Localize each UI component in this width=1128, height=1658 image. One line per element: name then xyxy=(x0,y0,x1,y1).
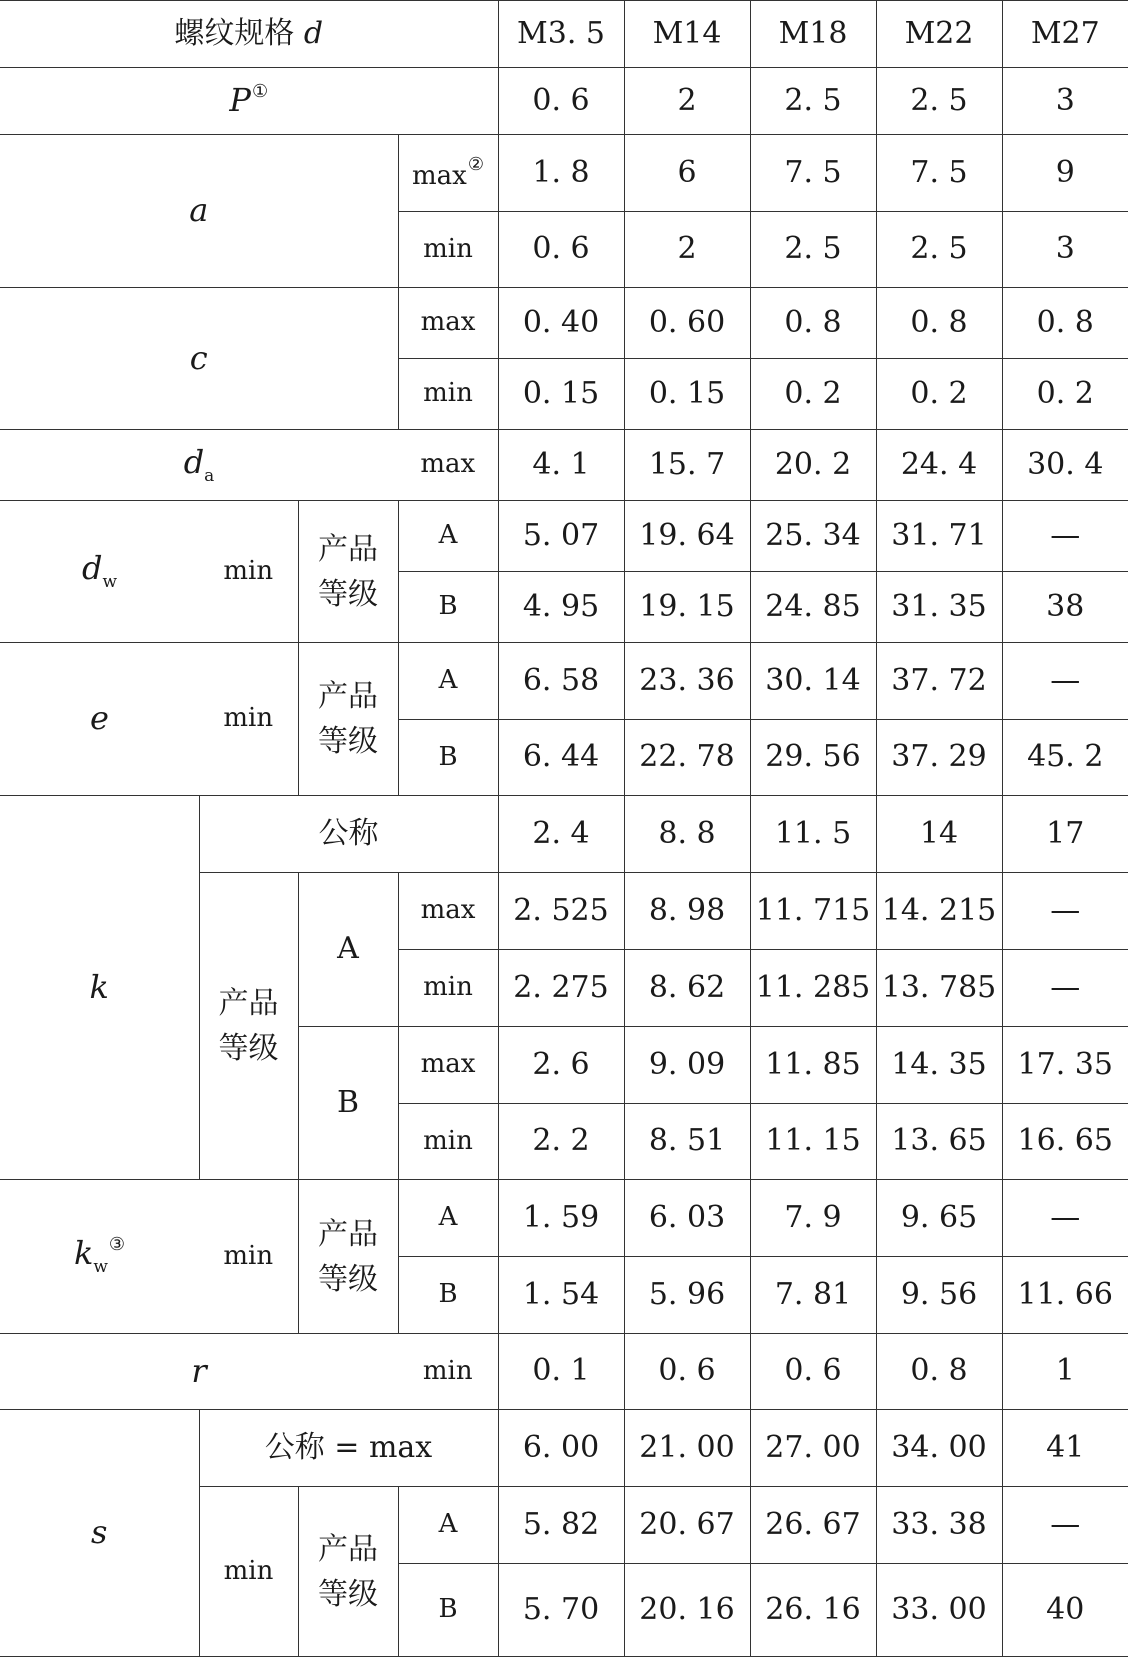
table-cell: 0. 8 xyxy=(876,1334,1002,1410)
table-row-r xyxy=(0,1334,1128,1410)
table-cell: 45. 2 xyxy=(1002,720,1128,796)
table-cell: 33. 00 xyxy=(876,1564,1002,1657)
table-cell: 24. 85 xyxy=(750,572,876,643)
table-cell: 7. 81 xyxy=(750,1257,876,1334)
table-cell: 1. 59 xyxy=(498,1180,624,1257)
table-cell: 23. 36 xyxy=(624,643,750,720)
table-cell: 19. 64 xyxy=(624,501,750,572)
max-label: max xyxy=(398,873,498,950)
min-label: min xyxy=(199,1487,298,1657)
table-cell: 11. 5 xyxy=(750,796,876,873)
table-cell: — xyxy=(1002,950,1128,1027)
thread-spec-header xyxy=(0,1,498,68)
grade-a-label: A xyxy=(398,1487,498,1564)
table-cell: 7. 9 xyxy=(750,1180,876,1257)
param-P: P① xyxy=(0,68,498,135)
grade-b-label: B xyxy=(298,1027,398,1180)
table-cell: 22. 78 xyxy=(624,720,750,796)
table-cell: 20. 16 xyxy=(624,1564,750,1657)
param-da: $d_a$ xyxy=(0,430,398,501)
param-e: e xyxy=(0,643,199,796)
table-cell: 2. 5 xyxy=(750,68,876,135)
size-header: M22 xyxy=(876,1,1002,68)
table-cell: 33. 38 xyxy=(876,1487,1002,1564)
table-row-da xyxy=(0,430,1128,501)
table-cell: 13. 65 xyxy=(876,1104,1002,1180)
table-cell: 7. 5 xyxy=(876,135,1002,212)
grade-b-label: B xyxy=(398,572,498,643)
table-cell: 0. 8 xyxy=(1002,288,1128,359)
table-cell: 8. 8 xyxy=(624,796,750,873)
table-cell: — xyxy=(1002,643,1128,720)
table-cell: 1 xyxy=(1002,1334,1128,1410)
table-cell: 6 xyxy=(624,135,750,212)
table-cell: 6. 03 xyxy=(624,1180,750,1257)
table-cell: 3 xyxy=(1002,212,1128,288)
table-cell: 11. 285 xyxy=(750,950,876,1027)
product-grade-label: 产品 等级 xyxy=(298,643,398,796)
table-cell: 11. 85 xyxy=(750,1027,876,1104)
product-grade-label: 产品 等级 xyxy=(199,873,298,1180)
size-header: M3. 5 xyxy=(498,1,624,68)
table-cell: 9 xyxy=(1002,135,1128,212)
size-header: M27 xyxy=(1002,1,1128,68)
table-cell: 37. 72 xyxy=(876,643,1002,720)
table-cell: 19. 15 xyxy=(624,572,750,643)
size-header: M14 xyxy=(624,1,750,68)
table-cell: 2. 275 xyxy=(498,950,624,1027)
param-k: k xyxy=(0,796,199,1180)
table-cell: 2. 2 xyxy=(498,1104,624,1180)
table-cell: 0. 6 xyxy=(624,1334,750,1410)
table-cell: 0. 6 xyxy=(498,68,624,135)
product-grade-label: 产品 等级 xyxy=(298,501,398,643)
table-cell: 4. 95 xyxy=(498,572,624,643)
table-cell: 6. 00 xyxy=(498,1410,624,1487)
table-row-P xyxy=(0,68,1128,135)
table-cell: — xyxy=(1002,1487,1128,1564)
table-cell: 0. 15 xyxy=(498,359,624,430)
table-cell: 9. 09 xyxy=(624,1027,750,1104)
table-cell: 0. 8 xyxy=(750,288,876,359)
grade-a-label: A xyxy=(398,1180,498,1257)
nominal-max-label: 公称 = max xyxy=(199,1410,498,1487)
min-label: min xyxy=(398,1334,498,1410)
table-row-kw-A xyxy=(0,1180,1128,1257)
table-row-a-max xyxy=(0,135,1128,212)
table-cell: 14. 35 xyxy=(876,1027,1002,1104)
table-cell: 24. 4 xyxy=(876,430,1002,501)
table-cell: 6. 58 xyxy=(498,643,624,720)
table-row-dw-A xyxy=(0,501,1128,572)
thread-spec-symbol: d xyxy=(303,15,324,51)
table-cell: 26. 67 xyxy=(750,1487,876,1564)
min-label: min xyxy=(199,643,298,796)
table-cell: 2. 525 xyxy=(498,873,624,950)
table-cell: 0. 1 xyxy=(498,1334,624,1410)
table-cell: 37. 29 xyxy=(876,720,1002,796)
param-c: c xyxy=(0,288,398,430)
table-cell: 25. 34 xyxy=(750,501,876,572)
table-cell: 29. 56 xyxy=(750,720,876,796)
table-cell: 2. 6 xyxy=(498,1027,624,1104)
grade-b-label: B xyxy=(398,1564,498,1657)
table-cell: 31. 71 xyxy=(876,501,1002,572)
table-cell: 40 xyxy=(1002,1564,1128,1657)
max-label: max xyxy=(398,288,498,359)
table-cell: 0. 40 xyxy=(498,288,624,359)
table-cell: — xyxy=(1002,873,1128,950)
table-cell: 8. 51 xyxy=(624,1104,750,1180)
min-label: min xyxy=(398,359,498,430)
table-cell: 0. 15 xyxy=(624,359,750,430)
table-cell: 0. 8 xyxy=(876,288,1002,359)
table-cell: 1. 54 xyxy=(498,1257,624,1334)
table-cell: 26. 16 xyxy=(750,1564,876,1657)
table-cell: 21. 00 xyxy=(624,1410,750,1487)
table-cell: 30. 14 xyxy=(750,643,876,720)
table-cell: 0. 60 xyxy=(624,288,750,359)
product-grade-label: 产品 等级 xyxy=(298,1487,398,1657)
size-header: M18 xyxy=(750,1,876,68)
table-cell: 13. 785 xyxy=(876,950,1002,1027)
table-cell: 0. 6 xyxy=(498,212,624,288)
table-cell: 9. 65 xyxy=(876,1180,1002,1257)
max-label: max② xyxy=(398,135,498,212)
table-cell: 4. 1 xyxy=(498,430,624,501)
table-cell: 30. 4 xyxy=(1002,430,1128,501)
min-label: min xyxy=(199,1180,298,1334)
grade-b-label: B xyxy=(398,720,498,796)
table-cell: 41 xyxy=(1002,1410,1128,1487)
table-cell: 17. 35 xyxy=(1002,1027,1128,1104)
nominal-label: 公称 xyxy=(199,796,498,873)
param-s: s xyxy=(0,1410,199,1657)
table-cell: 5. 96 xyxy=(624,1257,750,1334)
param-kw: $k_w^③$ xyxy=(0,1180,199,1334)
table-cell: 2. 4 xyxy=(498,796,624,873)
table-cell: 20. 2 xyxy=(750,430,876,501)
table-row-c-max xyxy=(0,288,1128,359)
table-cell: 14 xyxy=(876,796,1002,873)
param-a: a xyxy=(0,135,398,288)
param-dw: $d_w$ xyxy=(0,501,199,643)
table-cell: 5. 70 xyxy=(498,1564,624,1657)
table-cell: 5. 07 xyxy=(498,501,624,572)
table-cell: 20. 67 xyxy=(624,1487,750,1564)
table-cell: 6. 44 xyxy=(498,720,624,796)
table-cell: 2. 5 xyxy=(876,212,1002,288)
table-cell: 14. 215 xyxy=(876,873,1002,950)
table-cell: — xyxy=(1002,1180,1128,1257)
table-cell: 0. 2 xyxy=(1002,359,1128,430)
table-cell: 15. 7 xyxy=(624,430,750,501)
grade-a-label: A xyxy=(398,501,498,572)
table-cell: 2 xyxy=(624,212,750,288)
param-r: r xyxy=(0,1334,398,1410)
table-cell: 2 xyxy=(624,68,750,135)
table-row-k-nominal xyxy=(0,796,1128,873)
max-label: max xyxy=(398,430,498,501)
table-cell: 11. 15 xyxy=(750,1104,876,1180)
table-cell: 5. 82 xyxy=(498,1487,624,1564)
table-cell: 2. 5 xyxy=(876,68,1002,135)
table-cell: 0. 2 xyxy=(876,359,1002,430)
table-cell: 38 xyxy=(1002,572,1128,643)
min-label: min xyxy=(398,950,498,1027)
grade-a-label: A xyxy=(298,873,398,1027)
table-cell: 0. 6 xyxy=(750,1334,876,1410)
grade-a-label: A xyxy=(398,643,498,720)
table-cell: 2. 5 xyxy=(750,212,876,288)
table-cell: 7. 5 xyxy=(750,135,876,212)
table-row-s-nominal xyxy=(0,1410,1128,1487)
table-cell: 0. 2 xyxy=(750,359,876,430)
table-cell: 27. 00 xyxy=(750,1410,876,1487)
table-cell: 17 xyxy=(1002,796,1128,873)
table-cell: 11. 715 xyxy=(750,873,876,950)
table-cell: 9. 56 xyxy=(876,1257,1002,1334)
grade-b-label: B xyxy=(398,1257,498,1334)
product-grade-label: 产品 等级 xyxy=(298,1180,398,1334)
thread-spec-label: 螺纹规格 xyxy=(174,15,295,51)
min-label: min xyxy=(398,1104,498,1180)
table-cell: 34. 00 xyxy=(876,1410,1002,1487)
min-label: min xyxy=(199,501,298,643)
table-cell: 8. 62 xyxy=(624,950,750,1027)
table-cell: 3 xyxy=(1002,68,1128,135)
table-cell: 16. 65 xyxy=(1002,1104,1128,1180)
table-cell: 31. 35 xyxy=(876,572,1002,643)
table-cell: 11. 66 xyxy=(1002,1257,1128,1334)
table-cell: — xyxy=(1002,501,1128,572)
table-cell: 8. 98 xyxy=(624,873,750,950)
min-label: min xyxy=(398,212,498,288)
table-cell: 1. 8 xyxy=(498,135,624,212)
max-label: max xyxy=(398,1027,498,1104)
header-row xyxy=(0,1,1128,68)
table-row-e-A xyxy=(0,643,1128,720)
